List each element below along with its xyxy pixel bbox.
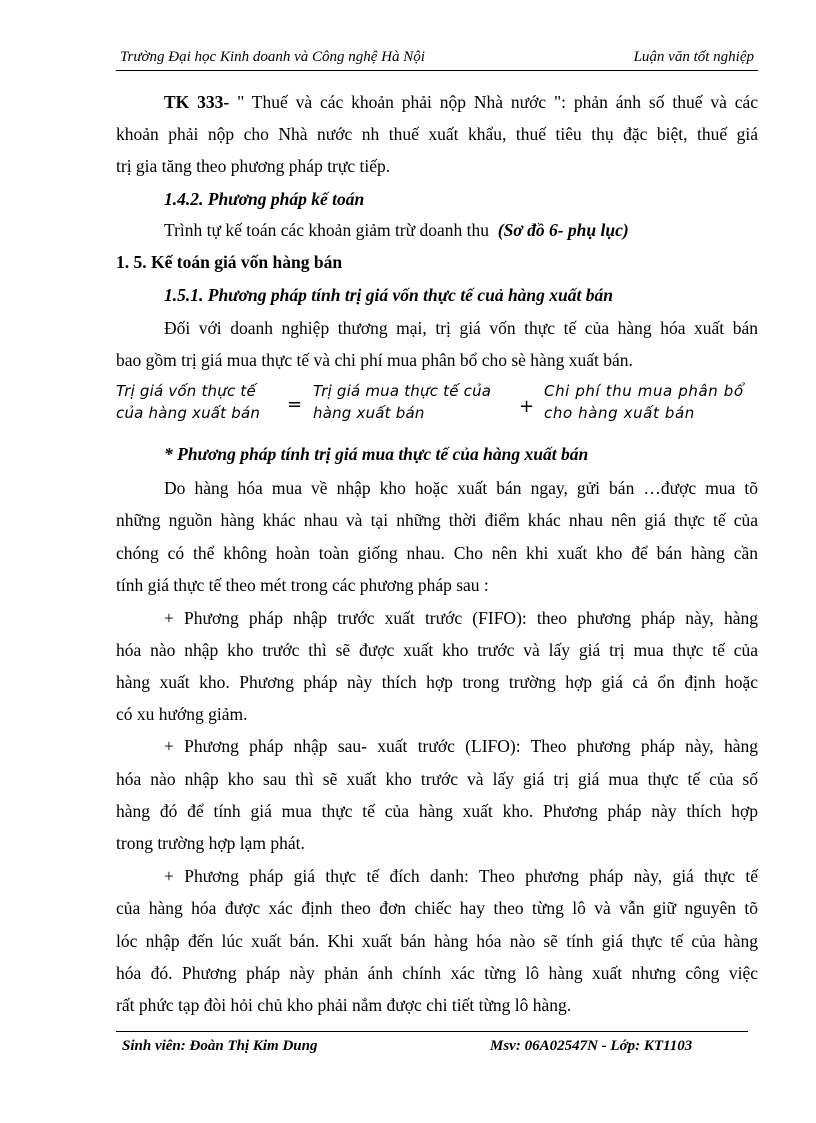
- formula-term-1-line-1: Trị giá vốn thực tế: [116, 382, 256, 400]
- tk333-text: " Thuế và các khoản phải nộp Nhà nước ": phản ánh số thuế và các: [237, 92, 759, 112]
- formula-equals: =: [287, 394, 303, 415]
- formula-term-2-line-1: Trị giá mua thực tế của: [313, 382, 492, 400]
- p1-line-2: bao gồm trị giá mua thực tế và chi phí mua phân bổ cho sè hàng xuất bán.: [116, 350, 633, 370]
- tk333-lead: TK 333-: [164, 92, 230, 112]
- tk333-line-1: [116, 92, 758, 112]
- formula-term-2: [313, 380, 491, 424]
- formula-term-3-line-1: Chi phí thu mua phân bổ: [544, 382, 744, 400]
- lifo-line-3: hàng đó để tính giá mua thực tế của hàng xuất kho. Phương pháp này thích hợp: [116, 801, 758, 821]
- heading-1-4-2: 1.4.2. Phương pháp kế toán: [164, 189, 365, 209]
- formula-term-2-line-2: hàng xuất bán: [313, 404, 425, 422]
- p2-line-4: tính giá thực tế theo mét trong các phương pháp sau :: [116, 575, 489, 595]
- sequence-text: Trình tự kế toán các khoản giảm trừ doanh thu: [164, 220, 489, 240]
- footer-student: Sinh viên: Đoàn Thị Kim Dung: [122, 1038, 318, 1054]
- fifo-line-1: + Phương pháp nhập trước xuất trước (FIFO): theo phương pháp này, hàng: [164, 608, 758, 628]
- heading-1-5-1: 1.5.1. Phương pháp tính trị giá vốn thực tế cuả hàng xuất bán: [164, 285, 613, 305]
- p2-line-3: chóng có thể không hoàn toàn giống nhau. Cho nên khi xuất kho để bán hàng cần: [116, 543, 758, 563]
- formula-term-1: [116, 380, 260, 424]
- header-university: Trường Đại học Kinh doanh và Công nghệ Hà Nội: [120, 49, 425, 65]
- fifo-line-2: hóa nào nhập kho trước thì sẽ được xuất kho trước và lấy giá trị mua thực tế của: [116, 640, 758, 660]
- page-header: [116, 48, 758, 71]
- lifo-line-2: hóa nào nhập kho sau thì sẽ xuất kho trước và lấy giá trị giá mua thực tế của số: [116, 769, 758, 789]
- specific-line-5: rất phức tạp đòi hỏi chủ kho phải nắm được chi tiết từng lô hàng.: [116, 995, 572, 1015]
- sequence-line: [164, 220, 758, 240]
- tk333-line-3: trị gia tăng theo phương pháp trực tiếp.: [116, 156, 391, 176]
- star-heading: * Phương pháp tính trị giá mua thực tế của hàng xuất bán: [164, 444, 589, 464]
- formula-plus: +: [519, 396, 535, 417]
- p2-line-1: Do hàng hóa mua về nhập kho hoặc xuất bán ngay, gửi bán …được mua tõ: [164, 478, 758, 498]
- fifo-line-4: có xu hướng giảm.: [116, 704, 248, 724]
- tk333-line-2: khoản phải nộp cho Nhà nước nh thuế xuất khẩu, thuế tiêu thụ đặc biệt, thuế giá: [116, 124, 758, 144]
- fifo-line-3: hàng xuất kho. Phương pháp này thích hợp trong trường hợp giá cả ổn định hoặc: [116, 672, 758, 692]
- footer-student-id-class: Msv: 06A02547N - Lớp: KT1103: [490, 1038, 693, 1054]
- specific-line-2: của hàng hóa được xác định theo đơn chiếc hay theo từng lô và vẫn giữ nguyên tõ: [116, 898, 758, 918]
- p2-line-2: những nguồn hàng khác nhau và tại những thời điểm khác nhau nên giá thực tế của: [116, 510, 758, 530]
- page-footer: [116, 1031, 748, 1054]
- header-thesis-label: Luận văn tốt nghiệp: [633, 49, 754, 65]
- lifo-line-1: + Phương pháp nhập sau- xuất trước (LIFO): Theo phương pháp này, hàng: [164, 736, 758, 756]
- heading-1-5: 1. 5. Kế toán giá vốn hàng bán: [116, 252, 343, 272]
- sequence-reference: (Sơ đồ 6- phụ lục): [497, 220, 629, 240]
- lifo-line-4: trong trường hợp lạm phát.: [116, 833, 305, 853]
- formula-term-1-line-2: của hàng xuất bán: [116, 404, 261, 422]
- p1-line-1: Đối với doanh nghiệp thương mại, trị giá vốn thực tế của hàng hóa xuất bán: [164, 318, 758, 338]
- specific-line-3: lóc nhập đến lúc xuất bán. Khi xuất bán hàng hóa nào sẽ tính giá thực tế của hàng: [116, 931, 758, 951]
- specific-line-4: hóa đó. Phương pháp này phản ánh chính xác từng lô hàng xuất nhưng công việc: [116, 963, 758, 983]
- formula-term-3: [544, 380, 744, 424]
- formula-term-3-line-2: cho hàng xuất bán: [544, 404, 695, 422]
- specific-line-1: + Phương pháp giá thực tế đích danh: Theo phương pháp này, giá thực tế: [164, 866, 758, 886]
